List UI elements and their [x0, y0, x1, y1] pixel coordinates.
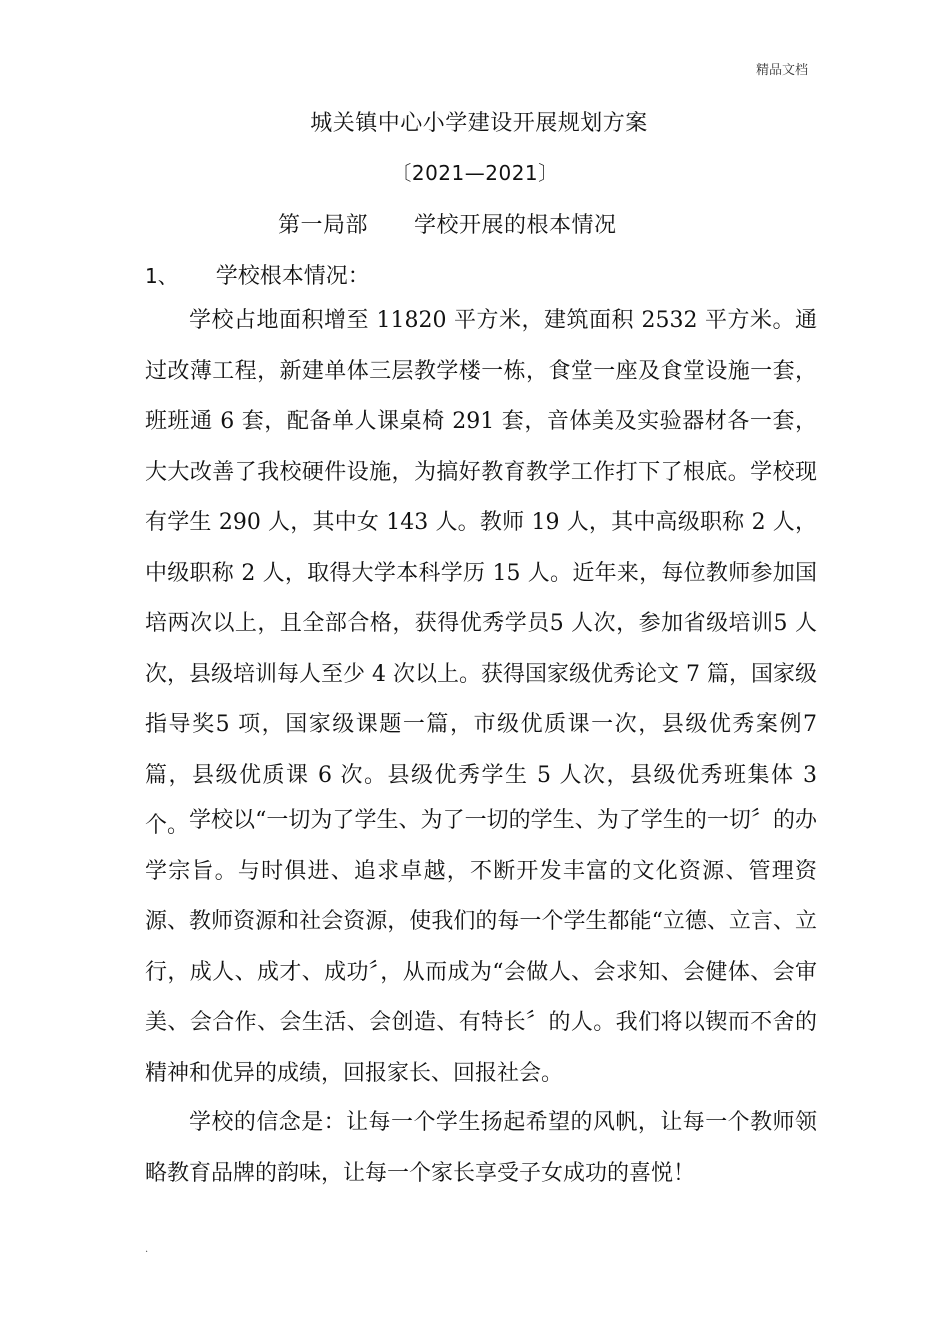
paragraph-belief: 学校的信念是：让每一个学生扬起希望的风帆，让每一个教师领略教育品牌的韵味，让每一个家长享受子女成功的喜悦！ [145, 1110, 817, 1186]
part-title: 学校开展的根本情况 [414, 213, 617, 238]
footer-mark: . [145, 1244, 149, 1255]
part-label: 第一局部 [278, 213, 369, 238]
section-title: 学校根本情况： [215, 264, 370, 289]
section-heading [145, 259, 370, 290]
document-title: 城关镇中心小学建设开展规划方案 [310, 111, 648, 136]
paragraph-facilities: 学校占地面积增至 11820 平方米，建筑面积 2532 平方米。通过改薄工程，新建单体三层教学楼一栋，食堂一座及食堂设施一套，班班通 6 套，配备单人课桌椅 291 套，音体美及实验器材各一套，大大改善了我校硬件设施，为搞好教育教学工作打下了根底。学校现有学生 290 人，其中女 143 人。教师 19 人，其中高级职称 2 人，中级职称 2 人，取得大学本科学历 15 人。近年来，每位教师参加国培两次以上，且全部合格，获得优秀学员5 人次，参加省级培训5 人次，县级培训每人至少 4 次以上。获得国家级优秀论文 7 篇，国家级指导奖5 项，国家级课题一篇，市级优质课一次，县级优秀案例7 篇，县级优质课 6 次。县级优秀学生 5 人次，县级优秀班集体 3 个。 [145, 308, 817, 838]
header-tag: 精品文档 [755, 63, 808, 78]
section-number: 1、 [145, 264, 178, 288]
document-period: 〔2021—2021〕 [391, 161, 559, 185]
part-heading [278, 208, 617, 239]
paragraph-mission: 学校以“一切为了学生、为了一切的学生、为了学生的一切〞的办学宗旨。与时俱进、追求卓越，不断开发丰富的文化资源、管理资源、教师资源和社会资源，使我们的每一个学生都能“立德、立言、立行，成人、成才、成功〞，从而成为“会做人、会求知、会健体、会审美、会合作、会生活、会创造、有特长〞的人。我们将以锲而不舍的精神和优异的成绩，回报家长、回报社会。 [145, 808, 817, 1086]
